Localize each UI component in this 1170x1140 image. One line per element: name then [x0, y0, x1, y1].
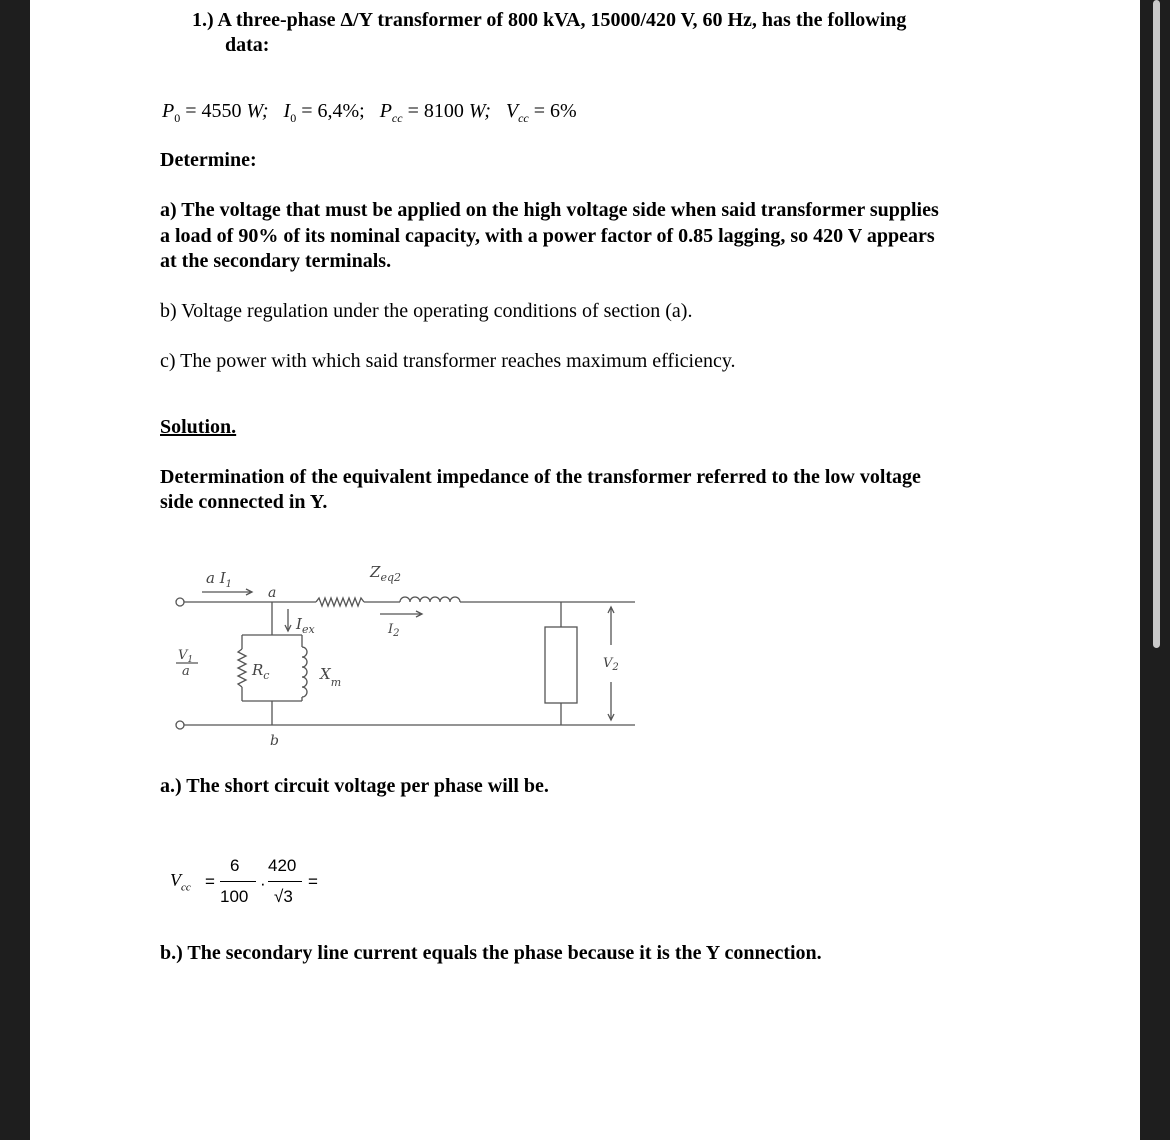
label-xm: $X_m$ [320, 665, 342, 689]
part-a-heading: a.) The short circuit voltage per phase will be. [160, 775, 549, 797]
solution-heading: Solution. [160, 416, 237, 438]
label-iex: $I_{ex}$ [296, 615, 315, 636]
label-node-b: b [270, 733, 279, 749]
question-a-line3: at the secondary terminals. [160, 250, 392, 272]
determine-heading: Determine: [160, 149, 257, 171]
given-data-equation: $P_0 = 4550$ W; $I_0 = 6,4\%$; $P_{cc} = 8100$ W; $V_{cc} = 6\%$ [162, 100, 577, 125]
equivalent-circuit-diagram [160, 555, 650, 755]
label-rc: $R_c$ [252, 661, 270, 682]
label-v1-denominator: a [182, 664, 190, 679]
scrollbar-thumb[interactable] [1153, 0, 1160, 648]
label-node-a: a [268, 585, 277, 601]
label-i2: $I_2$ [388, 622, 400, 639]
question-a-line1: a) The voltage that must be applied on the high voltage side when said transformer supplies [160, 199, 939, 221]
determination-line2: side connected in Y. [160, 491, 328, 513]
question-a-line2: a load of 90% of its nominal capacity, with a power factor of 0.85 lagging, so 420 V appears [160, 225, 935, 247]
label-a-i1: a $I_1$ [206, 569, 233, 590]
problem-title-line2: data: [225, 34, 270, 56]
determination-line1: Determination of the equivalent impedance of the transformer referred to the low voltage [160, 466, 921, 488]
problem-title-line1: 1.) A three-phase Δ/Y transformer of 800 kVA, 15000/420 V, 60 Hz, has the following [192, 9, 907, 31]
question-c: c) The power with which said transformer reaches maximum efficiency. [160, 350, 736, 372]
label-zeq2: $Z_{eq2}$ [370, 563, 401, 584]
question-b: b) Voltage regulation under the operating conditions of section (a). [160, 300, 693, 322]
part-b-heading: b.) The secondary line current equals the phase because it is the Y connection. [160, 942, 822, 964]
label-v1: $V_1$ [178, 648, 194, 665]
label-v2: $V_2$ [603, 656, 619, 673]
